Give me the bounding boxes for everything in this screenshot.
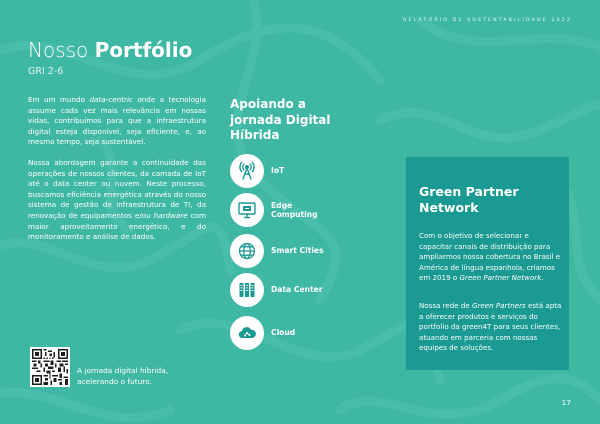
pillar-edge-computing (230, 193, 318, 227)
intro-p1-text-a: Em um mundo (28, 95, 90, 104)
pillar-iot (230, 154, 284, 188)
antenna-tower-icon (230, 154, 264, 188)
qr-code-graphic (32, 349, 68, 385)
report-header: RELATÓRIO DE SUSTENTABILIDADE 2022 (403, 18, 572, 23)
qr-caption-line-2: acelerando o futuro. (77, 376, 152, 386)
intro-p2-text-italic: hardware (153, 210, 188, 220)
journey-title-line-3: Híbrida (230, 128, 280, 142)
gp-p1-text-italic: Green Partner Network (459, 273, 542, 283)
pillar-label-edge-line-1: Edge (271, 200, 293, 210)
title-light: Nosso (28, 38, 89, 62)
journey-title (230, 97, 331, 144)
green-partner-network-panel (406, 157, 569, 370)
journey-title-line-2: jornada Digital (230, 112, 331, 127)
green-partner-title (419, 184, 519, 216)
qr-caption-line-1: A jornada digital híbrida, (77, 366, 169, 375)
page-number: 17 (561, 398, 571, 407)
qr-code[interactable] (30, 347, 70, 387)
edge-monitor-icon (230, 193, 264, 227)
gp-p2-text-c: está apta a oferecer produtos e serviços do portfolio da green4T para seus clientes, atuando em parceria com nossas equipes de soluções. (419, 301, 562, 353)
green-partner-title-line-2: Network (419, 200, 479, 215)
pillar-cloud (230, 316, 295, 350)
intro-paragraph-2 (28, 158, 206, 243)
gri-reference: GRI 2-6 (28, 66, 64, 77)
title-bold: Portfólio (94, 38, 193, 62)
cloud-network-icon (230, 316, 264, 350)
gp-p1-text-a: Com o objetivo de selecionar e capacitar canais de distribuição para ampliarmos nossa cobertura no Brasil e América de língua espanhola, criamos em 2019 o (419, 231, 561, 283)
intro-paragraph-1 (28, 95, 206, 148)
green-partner-title-line-1: Green Partner (419, 184, 519, 199)
pillar-label-cloud: Cloud (271, 328, 296, 338)
pillar-label-smart-cities: Smart Cities (271, 246, 324, 256)
globe-icon (230, 234, 264, 268)
pillar-label-edge-line-2: Computing (271, 210, 318, 219)
intro-p2-text-a: Nossa abordagem garante a continuidade das operações de nossos clientes, da camada de IoT até o data center ou nuvem. Neste processo, buscamos eficiência energética através do nosso sistema de gestão de infraestrutura de TI, da renovação de equipamentos e/ou (28, 158, 206, 220)
pillar-label-data-center: Data Center (271, 285, 323, 295)
intro-p2-text-c: com maior aproveitamento energético, e do monitoramento e análise de dados. (28, 210, 206, 242)
gp-p2-text-a: Nossa rede de (419, 301, 473, 310)
green-partner-paragraph-1 (419, 231, 564, 284)
intro-p1-text-c: onde a tecnologia assume cada vez mais relevância em nossas vidas, contribuímos para que a infraestrutura digital esteja disponível, seja eficiente, e, ao mesmo tempo, seja sustentável. (28, 95, 207, 147)
intro-p1-text-italic: data-centric (89, 95, 133, 104)
qr-caption (77, 366, 168, 388)
pillar-label-edge-computing (271, 201, 318, 220)
green-partner-paragraph-2 (419, 301, 564, 354)
server-rack-icon (230, 273, 264, 307)
journey-title-line-1: Apoiando a (230, 97, 306, 111)
gp-p1-text-c: . (541, 273, 544, 283)
pillar-smart-cities (230, 234, 324, 268)
gp-p2-text-italic: Green Partners (472, 301, 526, 310)
pillar-data-center (230, 273, 322, 307)
page-title (28, 38, 192, 62)
pillar-label-iot: IoT (271, 166, 285, 176)
